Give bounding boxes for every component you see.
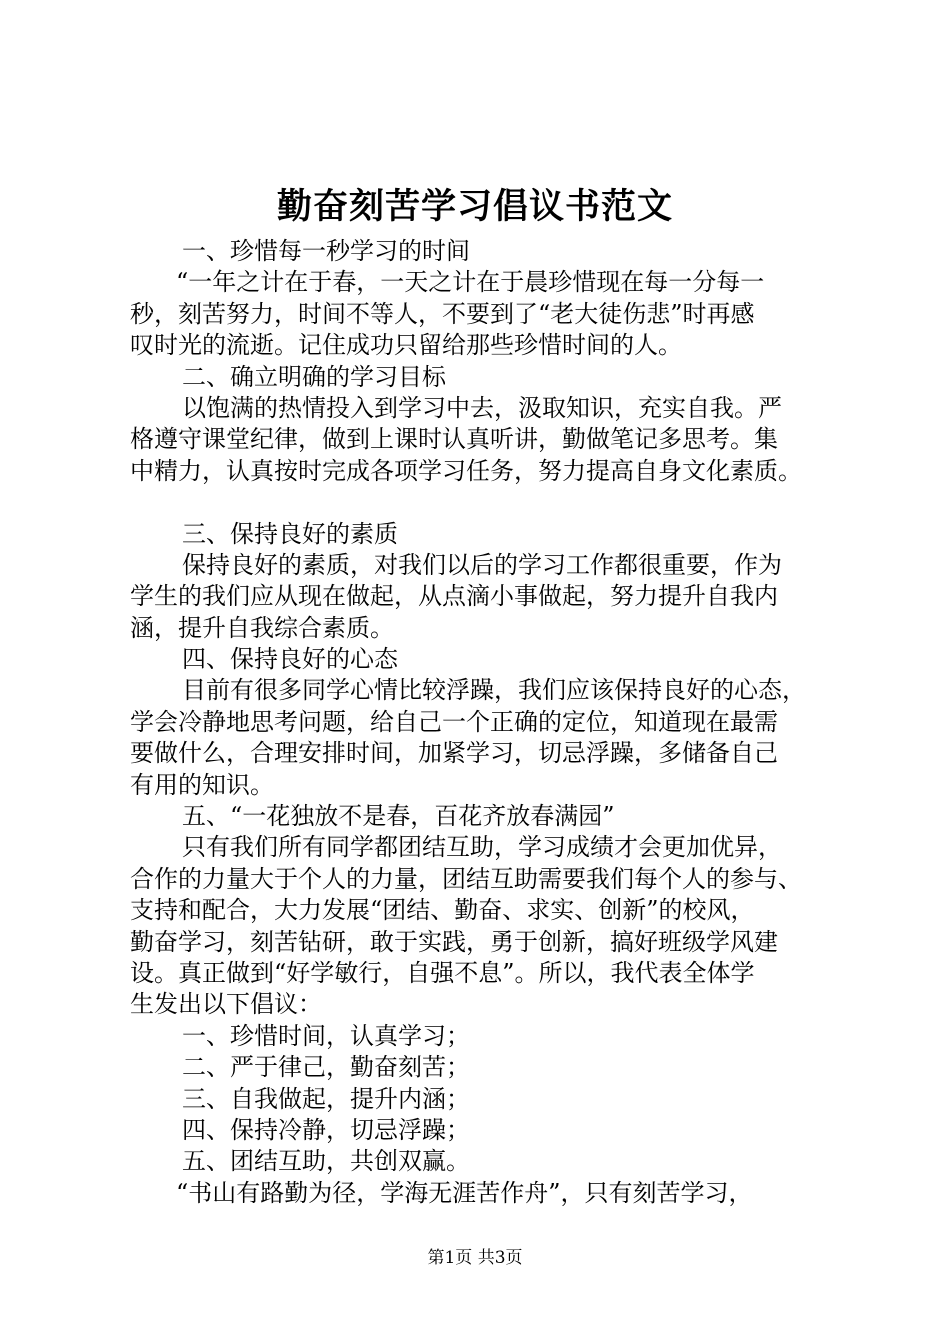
- proposal-item: 二、严于律己，勤奋刻苦；: [182, 1053, 470, 1082]
- proposal-item: 三、自我做起，提升内涵；: [182, 1084, 470, 1113]
- page-footer: 第1页 共3页: [427, 1248, 523, 1268]
- proposal-item: 四、保持冷静，切忌浮躁；: [182, 1115, 470, 1144]
- section-heading-3: 三、保持良好的素质: [182, 519, 398, 548]
- blank-line: [130, 487, 842, 518]
- section-heading-4: 四、保持良好的心态: [182, 645, 398, 674]
- paragraph-line: 设。真正做到“好学敏行，自强不息”。所以，我代表全体学: [130, 958, 755, 987]
- paragraph-line: 保持良好的素质，对我们以后的学习工作都很重要，作为: [182, 550, 782, 579]
- section-heading-2: 二、确立明确的学习目标: [182, 362, 446, 391]
- paragraph-line: 有用的知识。: [130, 770, 274, 799]
- document-title: 勤奋刻苦学习倡议书范文: [276, 186, 673, 227]
- paragraph-line: “一年之计在于春，一天之计在于晨珍惜现在每一分每一: [176, 268, 765, 297]
- paragraph-line: 合作的力量大于个人的力量，团结互助需要我们每个人的参与、: [130, 864, 802, 893]
- paragraph-line: 格遵守课堂纪律，做到上课时认真听讲，勤做笔记多思考。集: [130, 425, 778, 454]
- section-heading-5: 五、“一花独放不是春，百花齐放春满园”: [182, 802, 615, 831]
- paragraph-line: 叹时光的流逝。记住成功只留给那些珍惜时间的人。: [130, 331, 682, 360]
- paragraph-line: 要做什么，合理安排时间，加紧学习，切忌浮躁，多储备自己: [130, 739, 778, 768]
- paragraph-line: 中精力，认真按时完成各项学习任务，努力提高自身文化素质。: [130, 456, 802, 485]
- paragraph-line: 以饱满的热情投入到学习中去，汲取知识，充实自我。严: [182, 393, 782, 422]
- paragraph-line: 学会冷静地思考问题，给自己一个正确的定位，知道现在最需: [130, 707, 778, 736]
- paragraph-line: 涵，提升自我综合素质。: [130, 613, 394, 642]
- paragraph-line: “书山有路勤为径，学海无涯苦作舟”，只有刻苦学习，: [176, 1178, 753, 1207]
- proposal-item: 五、团结互助，共创双赢。: [182, 1147, 470, 1176]
- paragraph-line: 生发出以下倡议：: [130, 990, 322, 1019]
- paragraph-line: 支持和配合，大力发展“团结、勤奋、求实、创新”的校风，: [130, 896, 755, 925]
- paragraph-line: 秒，刻苦努力，时间不等人，不要到了“老大徒伤悲”时再感: [130, 299, 755, 328]
- section-heading-1: 一、珍惜每一秒学习的时间: [182, 237, 470, 265]
- paragraph-line: 勤奋学习，刻苦钻研，敢于实践，勇于创新，搞好班级学风建: [130, 927, 778, 956]
- paragraph-line: 只有我们所有同学都团结互助，学习成绩才会更加优异，: [182, 833, 782, 862]
- proposal-item: 一、珍惜时间，认真学习；: [182, 1021, 470, 1050]
- document-body: [130, 236, 842, 1209]
- paragraph-line: 目前有很多同学心情比较浮躁，我们应该保持良好的心态，: [182, 676, 806, 705]
- paragraph-line: 学生的我们应从现在做起，从点滴小事做起，努力提升自我内: [130, 582, 778, 611]
